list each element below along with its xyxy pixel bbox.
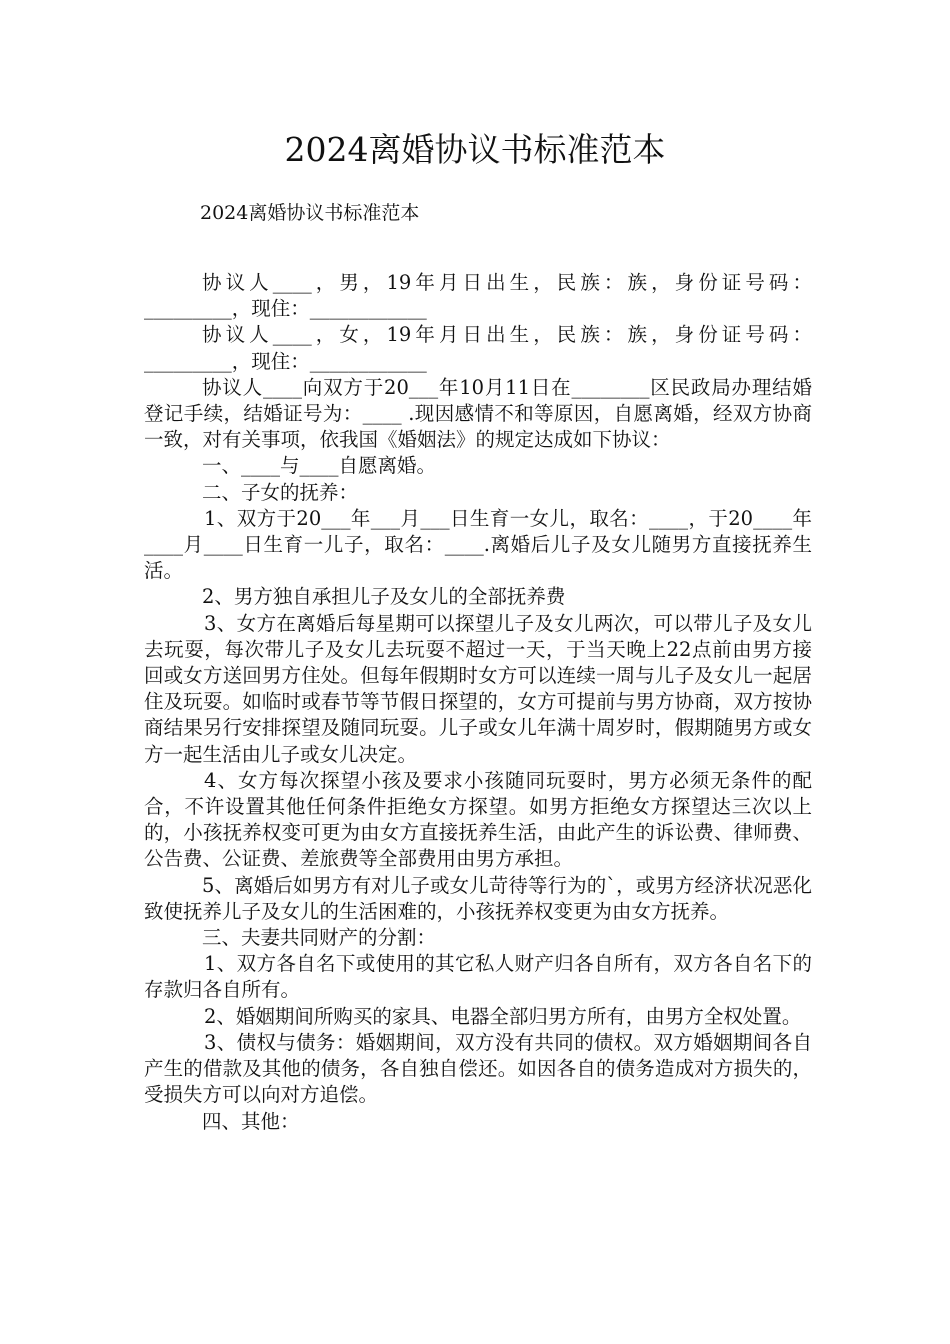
clause-divorce: 一、____与____自愿离婚。 — [202, 454, 437, 478]
clause-debts: 3、债权与债务：婚姻期间，双方没有共同的债权。双方婚姻期间各自产生的借款及其他的债务，各自独自偿还。如因各自的债务造成对方损失的，受损失方可以向对方追偿。 — [144, 1030, 812, 1107]
document-title: 2024离婚协议书标准范本 — [284, 130, 666, 169]
paragraph-marriage-registration: 协议人____向双方于20___年10月11日在________区民政局办理结婚登记手续，结婚证号为：____ .现因感情不和等原因，自愿离婚，经双方协商一致，对有关事项，依我国《婚姻法》的规定达成如下协议： — [144, 375, 812, 452]
paragraph-party-female: 协议人____，女，19年月日出生，民族：族，身份证号码：_________，现住：____________ — [144, 323, 812, 373]
clause-private-property: 1、双方各自名下或使用的其它私人财产归各自所有，双方各自名下的存款归各自所有。 — [144, 952, 812, 1002]
document-body — [144, 270, 812, 1135]
clause-children-birth: 1、双方于20___年___月___日生育一女儿，取名：____，于20____年____月____日生育一儿子，取名：____.离婚后儿子及女儿随男方直接抚养生活。 — [144, 506, 812, 583]
section-child-custody: 二、子女的抚养： — [202, 480, 359, 504]
clause-visitation-cooperation: 4、女方每次探望小孩及要求小孩随同玩耍时，男方必须无条件的配合，不许设置其他任何条件拒绝女方探望。如男方拒绝女方探望达三次以上的，小孩抚养权变可更为由女方直接抚养生活，由此产生的诉讼费、律师费、公告费、公证费、差旅费等全部费用由男方承担。 — [144, 768, 812, 871]
clause-support-cost: 2、男方独自承担儿子及女儿的全部抚养费 — [202, 585, 566, 609]
section-property-division: 三、夫妻共同财产的分割： — [202, 926, 437, 950]
clause-visitation: 3、女方在离婚后每星期可以探望儿子及女儿两次，可以带儿子及女儿去玩耍，每次带儿子及女儿去玩耍不超过一天，于当天晚上22点前由男方接回或女方送回男方住处。但每年假期时女方可以连续一周与儿子及女儿一起居住及玩耍。如临时或春节等节假日探望的，女方可提前与男方协商，双方按协商结果另行安排探望及随同玩耍。儿子或女儿年满十周岁时，假期随男方或女方一起生活由儿子或女儿决定。 — [144, 611, 812, 766]
clause-furniture-appliances: 2、婚姻期间所购买的家具、电器全部归男方所有，由男方全权处置。 — [204, 1004, 802, 1028]
section-other: 四、其他： — [202, 1109, 300, 1133]
paragraph-party-male: 协议人____，男，19年月日出生，民族：族，身份证号码：_________，现住：____________ — [144, 271, 812, 321]
clause-custody-change: 5、离婚后如男方有对儿子或女儿苛待等行为的`，或男方经济状况恶化致使抚养儿子及女儿的生活困难的，小孩抚养权变更为由女方抚养。 — [144, 873, 812, 923]
document-subtitle: 2024离婚协议书标准范本 — [200, 202, 420, 224]
